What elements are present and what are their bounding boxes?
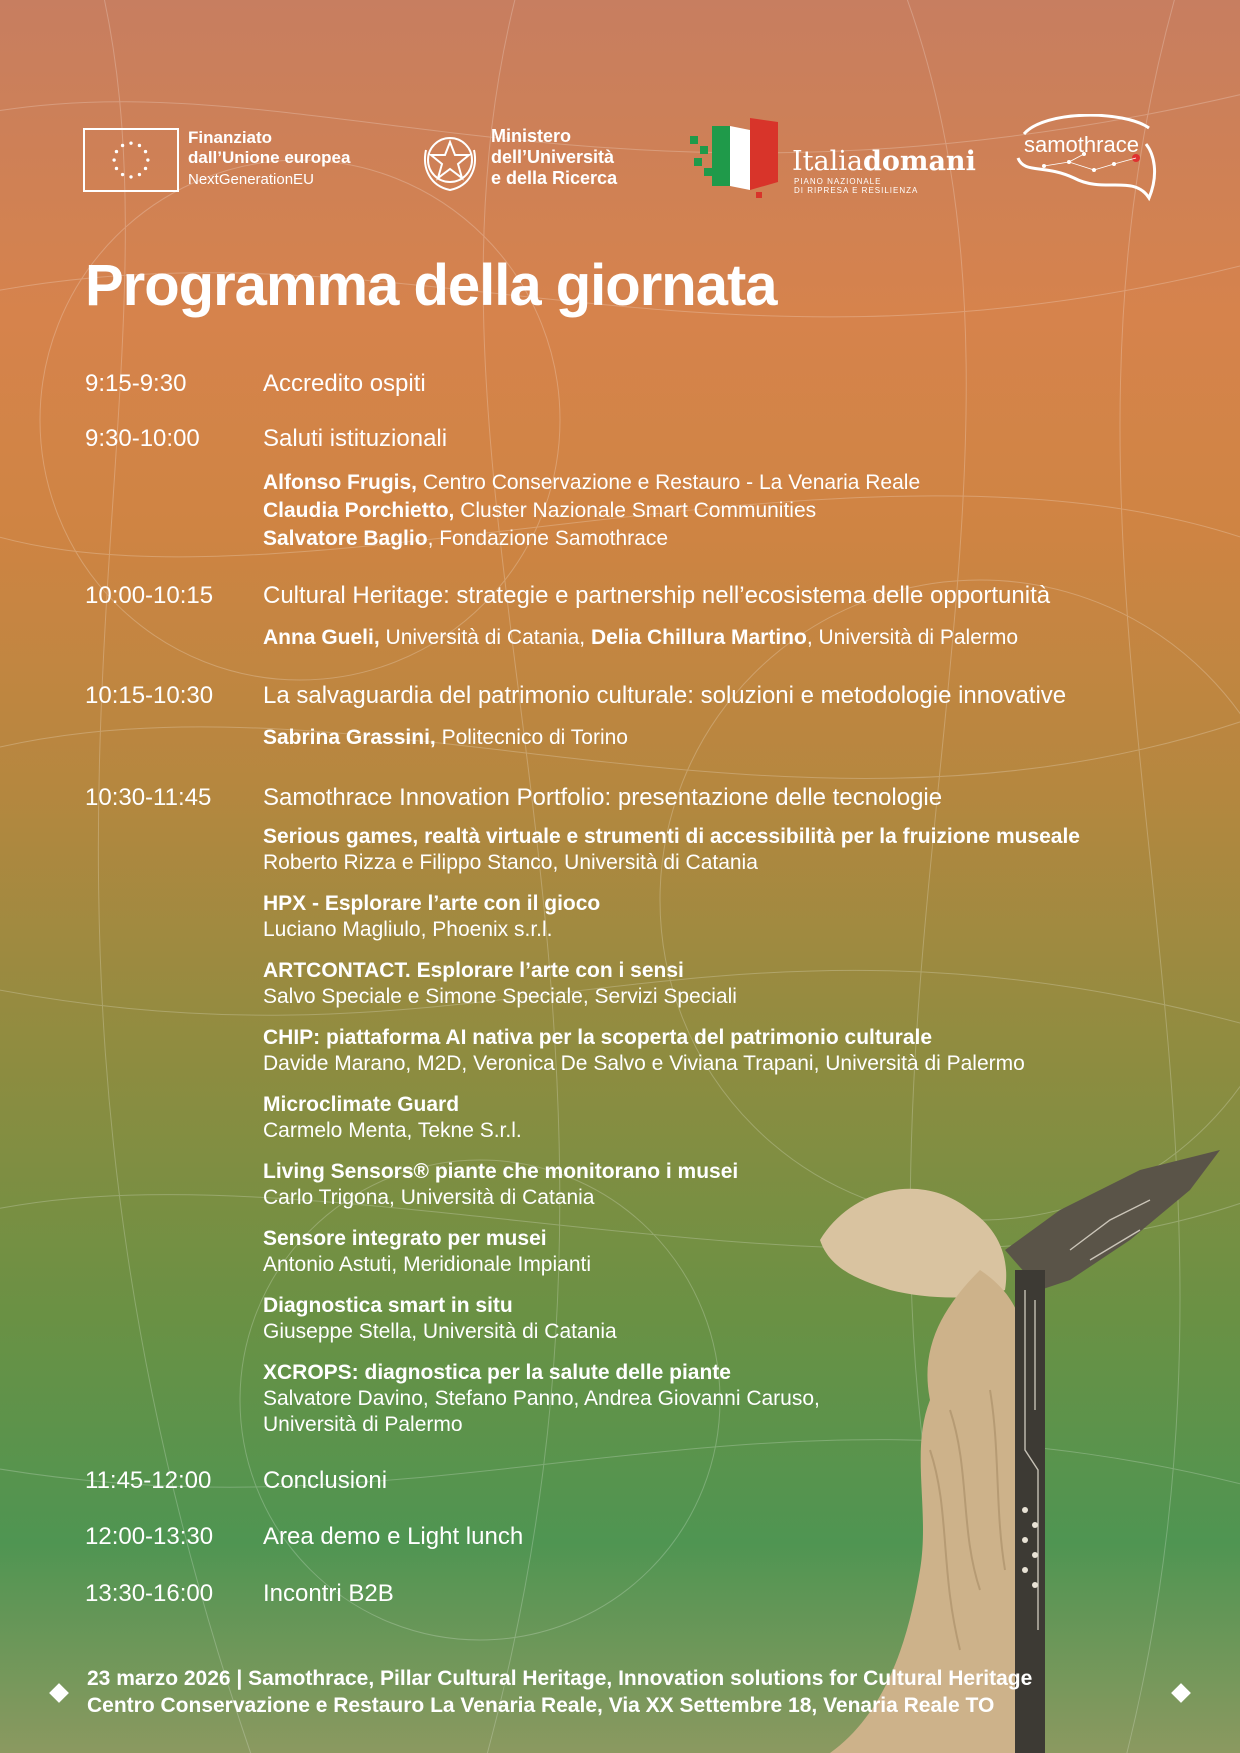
speaker-affiliation: Cluster Nazionale Smart Communities [454, 499, 817, 522]
portfolio-item-people: Davide Marano, M2D, Veronica De Salvo e Viviana Trapani, Università di Palermo [263, 1052, 1025, 1075]
samothrace-wordmark: samothrace [1024, 132, 1139, 157]
portfolio-item-title: HPX - Esplorare l’arte con il gioco [263, 892, 601, 915]
portfolio-item-people: Carlo Trigona, Università di Catania [263, 1186, 595, 1209]
speaker-line [263, 527, 668, 551]
speaker-line [263, 626, 1018, 650]
portfolio-item-people: Luciano Magliulo, Phoenix s.r.l. [263, 918, 553, 941]
eu-flag-icon [83, 128, 179, 192]
eu-line-3: NextGenerationEU [188, 171, 314, 188]
portfolio-item-people: Antonio Astuti, Meridionale Impianti [263, 1253, 592, 1276]
portfolio-item-people-cont: Università di Palermo [263, 1413, 463, 1436]
portfolio-item [263, 891, 600, 943]
portfolio-item-people: Roberto Rizza e Filippo Stanco, Università di Catania [263, 851, 758, 874]
schedule-title: Cultural Heritage: strategie e partnership nell’ecosistema delle opportunità [263, 582, 1051, 609]
portfolio-item [263, 1360, 820, 1438]
schedule-time: 9:30-10:00 [85, 425, 200, 452]
schedule-title: La salvaguardia del patrimonio culturale: soluzioni e metodologie innovative [263, 682, 1067, 709]
partner-logos [0, 0, 1240, 220]
speaker-name: Anna Gueli, [263, 626, 380, 649]
speaker-name: Salvatore Baglio [263, 527, 428, 550]
portfolio-item-title: ARTCONTACT. Esplorare l’arte con i sensi [263, 959, 684, 982]
schedule-title: Area demo e Light lunch [263, 1523, 524, 1550]
ministry-line-1: Ministero [491, 126, 572, 146]
winged-victory-statue-illustration [810, 1150, 1230, 1753]
schedule-time: 10:00-10:15 [85, 582, 214, 609]
speaker-name: Alfonso Frugis, [263, 471, 417, 494]
speaker-affiliation: Politecnico di Torino [435, 726, 628, 749]
portfolio-item-people: Salvatore Davino, Stefano Panno, Andrea Giovanni Caruso, [263, 1387, 820, 1410]
eu-line-2: dall’Unione europea [188, 148, 351, 167]
portfolio-item [263, 1092, 522, 1144]
speaker-line [263, 471, 920, 495]
schedule-title: Incontri B2B [263, 1580, 394, 1607]
schedule-title: Conclusioni [263, 1467, 388, 1494]
footer-date-line: 23 marzo 2026 | Samothrace, Pillar Cultural Heritage, Innovation solutions for Cultural Heritage [87, 1667, 1033, 1690]
speaker-affiliation: Università di Catania, [379, 626, 591, 649]
portfolio-item [263, 1025, 1025, 1077]
eu-line-1: Finanziato [188, 128, 273, 147]
schedule-time: 10:30-11:45 [85, 784, 212, 811]
speaker-name: Claudia Porchietto, [263, 499, 455, 522]
speaker-affiliation: , Università di Palermo [806, 626, 1019, 649]
portfolio-item-title: Living Sensors® piante che monitorano i musei [263, 1160, 739, 1183]
eu-funding-text [188, 128, 350, 190]
portfolio-item-title: Serious games, realtà virtuale e strumenti di accessibilità per la fruizione museale [263, 825, 1080, 848]
italia-domani-subtitle [794, 177, 918, 195]
event-footer [87, 1665, 1032, 1719]
schedule-title: Accredito ospiti [263, 370, 426, 397]
ministry-line-2: dell’Università [491, 147, 615, 167]
italia-domani-wordmark [792, 146, 976, 177]
speaker-affiliation: Centro Conservazione e Restauro - La Venaria Reale [417, 471, 921, 494]
schedule-time: 11:45-12:00 [85, 1467, 212, 1494]
footer-address-line: Centro Conservazione e Restauro La Venaria Reale, Via XX Settembre 18, Venaria Reale TO [87, 1694, 995, 1717]
samothrace-logo-icon [1014, 114, 1159, 206]
portfolio-item [263, 1293, 617, 1345]
portfolio-item-people: Giuseppe Stella, Università di Catania [263, 1320, 617, 1343]
italia-domani-flag-icon [690, 118, 782, 202]
speaker-affiliation: , Fondazione Samothrace [427, 527, 669, 550]
speaker-line [263, 499, 816, 523]
schedule-time: 9:15-9:30 [85, 370, 187, 397]
portfolio-item [263, 958, 737, 1010]
ministry-line-3: e della Ricerca [491, 168, 618, 188]
portfolio-item [263, 824, 1080, 876]
italia-word-bold: domani [862, 146, 976, 177]
italia-word-light: Italia [792, 146, 863, 177]
portfolio-item-title: Diagnostica smart in situ [263, 1294, 513, 1317]
italia-sub-line-2: DI RIPRESA E RESILIENZA [794, 186, 919, 195]
portfolio-item-title: Sensore integrato per musei [263, 1227, 547, 1250]
italia-sub-line-1: PIANO NAZIONALE [794, 177, 882, 186]
portfolio-item-people: Salvo Speciale e Simone Speciale, Servizi Speciali [263, 985, 737, 1008]
page-title: Programma della giornata [85, 253, 777, 318]
portfolio-item [263, 1159, 738, 1211]
schedule-time: 13:30-16:00 [85, 1580, 214, 1607]
schedule-title: Saluti istituzionali [263, 425, 448, 452]
speaker-name: Sabrina Grassini, [263, 726, 436, 749]
schedule-time: 10:15-10:30 [85, 682, 214, 709]
ministry-name [491, 126, 617, 189]
portfolio-item-title: Microclimate Guard [263, 1093, 460, 1116]
portfolio-item-people: Carmelo Menta, Tekne S.r.l. [263, 1119, 522, 1142]
speaker-line [263, 726, 628, 750]
schedule-title: Samothrace Innovation Portfolio: presentazione delle tecnologie [263, 784, 943, 811]
speaker-name: Delia Chillura Martino [590, 626, 807, 649]
portfolio-item-title: XCROPS: diagnostica per la salute delle piante [263, 1361, 731, 1384]
portfolio-item [263, 1226, 591, 1278]
italian-emblem-icon [420, 128, 480, 194]
portfolio-item-title: CHIP: piattaforma AI nativa per la scoperta del patrimonio culturale [263, 1026, 933, 1049]
schedule-time: 12:00-13:30 [85, 1523, 214, 1550]
